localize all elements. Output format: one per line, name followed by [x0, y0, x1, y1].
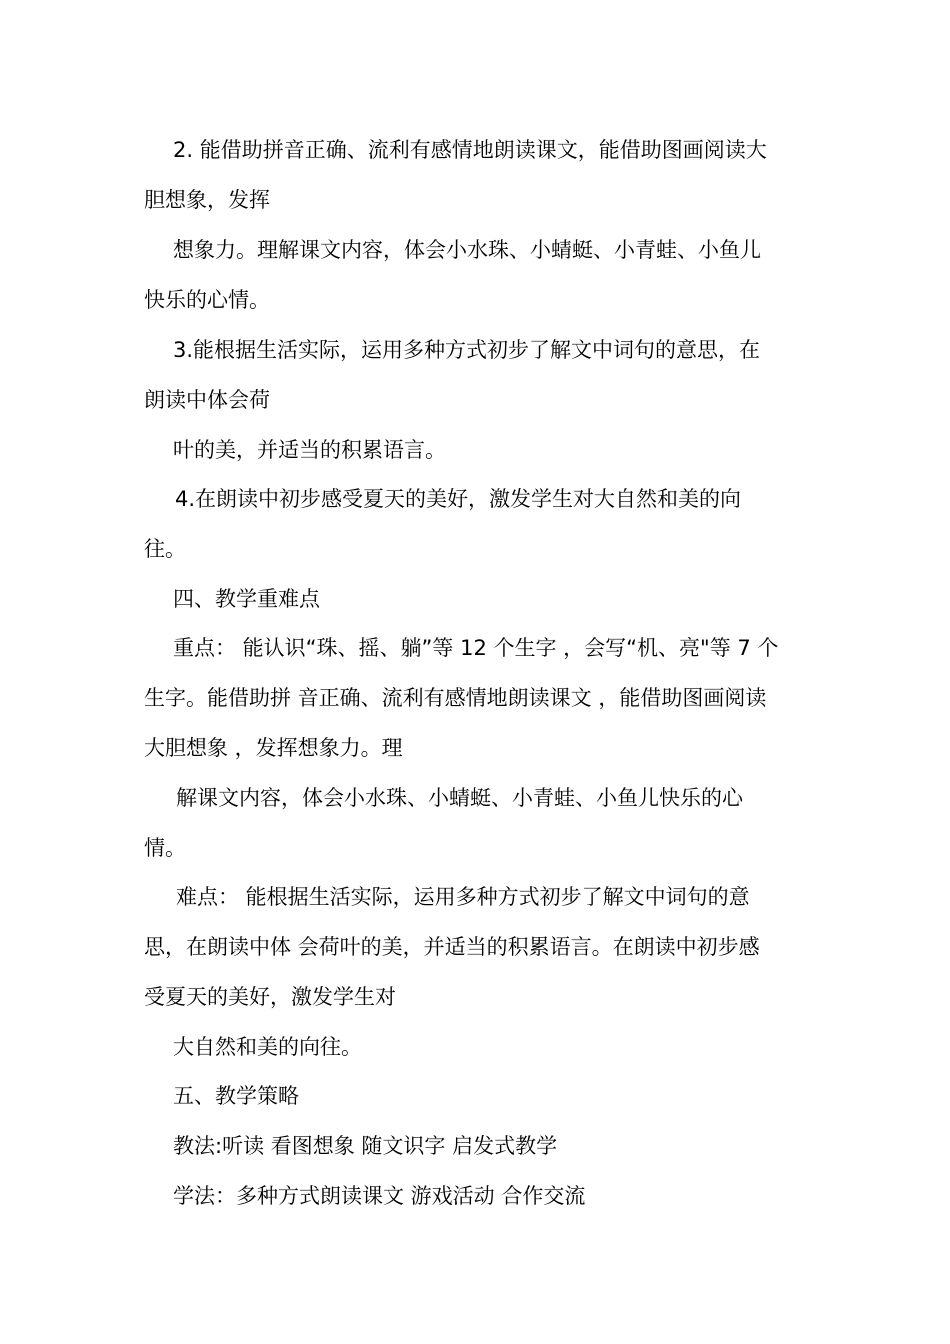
text-line-6: 朗读中体会荷 — [144, 388, 270, 412]
text-line-14: 解课文内容，体会小水珠、小蜻蜓、小青蛙、小鱼儿快乐的心 — [176, 786, 743, 810]
text-line-21: 教法:听读 看图想象 随文识字 启发式教学 — [173, 1134, 558, 1158]
section-heading-difficulties: 四、教学重难点 — [173, 587, 320, 611]
text-line-16: 难点： 能根据生活实际，运用多种方式初步了解文中词句的意 — [176, 885, 750, 909]
text-line-7: 叶的美，并适当的积累语言。 — [173, 438, 446, 462]
text-line-11: 重点： 能认识“珠、摇、躺”等 12 个生字 ，会写“机、亮"等 7 个 — [173, 636, 779, 660]
text-line-4: 快乐的心情。 — [144, 288, 270, 312]
text-line-17: 思，在朗读中体 会荷叶的美，并适当的积累语言。在朗读中初步感 — [144, 935, 760, 959]
text-line-22: 学法：多种方式朗读课文 游戏活动 合作交流 — [173, 1184, 586, 1208]
text-line-1: 2. 能借助拼音正确、流利有感情地朗读课文，能借助图画阅读大 — [173, 138, 767, 162]
text-line-13: 大胆想象 ，发挥想象力。理 — [144, 736, 403, 760]
section-heading-strategy: 五、教学策略 — [173, 1084, 299, 1108]
text-line-2: 胆想象，发挥 — [144, 188, 270, 212]
text-line-19: 大自然和美的向往。 — [173, 1035, 362, 1059]
text-line-18: 受夏天的美好，激发学生对 — [144, 985, 396, 1009]
text-line-9: 往。 — [144, 537, 186, 561]
text-line-8: 4.在朗读中初步感受夏天的美好，激发学生对大自然和美的向 — [175, 487, 742, 511]
text-line-12: 生字。能借助拼 音正确、流利有感情地朗读课文 ，能借助图画阅读 — [144, 686, 767, 710]
text-line-5: 3.能根据生活实际，运用多种方式初步了解文中词句的意思，在 — [173, 338, 761, 362]
text-line-3: 想象力。理解课文内容，体会小水珠、小蜻蜓、小青蛙、小鱼儿 — [173, 238, 761, 262]
text-line-15: 情。 — [144, 836, 186, 860]
